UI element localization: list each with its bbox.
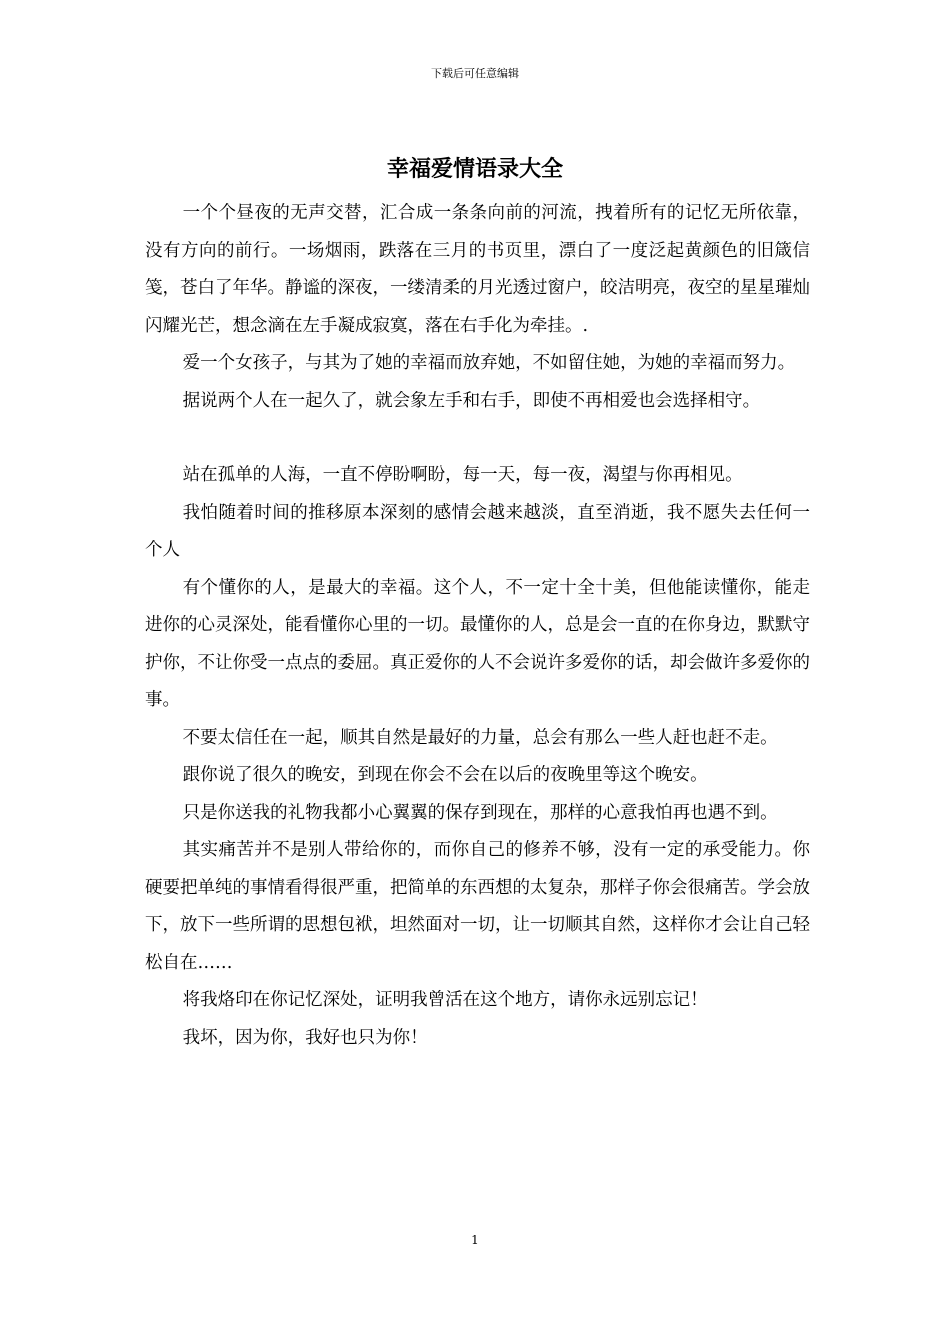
paragraph: 不要太信任在一起，顺其自然是最好的力量，总会有那么一些人赶也赶不走。	[182, 727, 778, 748]
paragraph: 我坏，因为你，我好也只为你！	[182, 1027, 428, 1048]
paragraph: 只是你送我的礼物我都小心翼翼的保存到现在，那样的心意我怕再也遇不到。	[182, 802, 778, 823]
document-title: 幸福爱情语录大全	[386, 156, 563, 182]
paragraph: 一个个昼夜的无声交替，汇合成一条条向前的河流，拽着所有的记忆无所依靠，没有方向的前行。一场烟雨，跌落在三月的书页里，漂白了一度泛起黄颜色的旧箴信笺，苍白了年华。静谧的深夜，一缕清柔的月光透过窗户，皎洁明亮，夜空的星星璀灿闪耀光芒，想念滴在左手凝成寂寞，落在右手化为牵挂。.	[145, 203, 810, 336]
paragraph: 爱一个女孩子，与其为了她的幸福而放弃她，不如留住她，为她的幸福而努力。	[182, 353, 796, 373]
paragraph: 我怕随着时间的推移原本深刻的感情会越来越淡，直至消逝，我不愿失去任何一个人	[145, 502, 810, 560]
paragraph: 跟你说了很久的晚安，到现在你会不会在以后的夜晚里等这个晚安。	[182, 765, 708, 785]
paragraph: 有个懂你的人，是最大的幸福。这个人，不一定十全十美，但他能读懂你，能走进你的心灵深处，能看懂你心里的一切。最懂你的人，总是会一直的在你身边，默默守护你，不让你受一点点的委屈。真正爱你的人不会说许多爱你的话，却会做许多爱你的事。	[145, 577, 810, 710]
paragraph: 其实痛苦并不是别人带给你的，而你自己的修养不够，没有一定的承受能力。你硬要把单纯的事情看得很严重，把简单的东西想的太复杂，那样子你会很痛苦。学会放下，放下一些所谓的思想包袱，坦然面对一切，让一切顺其自然，这样你才会让自己轻松自在……	[145, 840, 810, 973]
paragraph: 将我烙印在你记忆深处，证明我曾活在这个地方，请你永远别忘记！	[182, 990, 708, 1010]
paragraph: 站在孤单的人海，一直不停盼啊盼，每一天，每一夜，渴望与你再相见。	[182, 465, 743, 485]
document-body	[145, 195, 810, 1057]
paragraph: 据说两个人在一起久了，就会象左手和右手，即使不再相爱也会选择相守。	[182, 390, 761, 411]
page-number: 1	[471, 1233, 479, 1247]
header-note: 下载后可任意编辑	[431, 67, 519, 80]
